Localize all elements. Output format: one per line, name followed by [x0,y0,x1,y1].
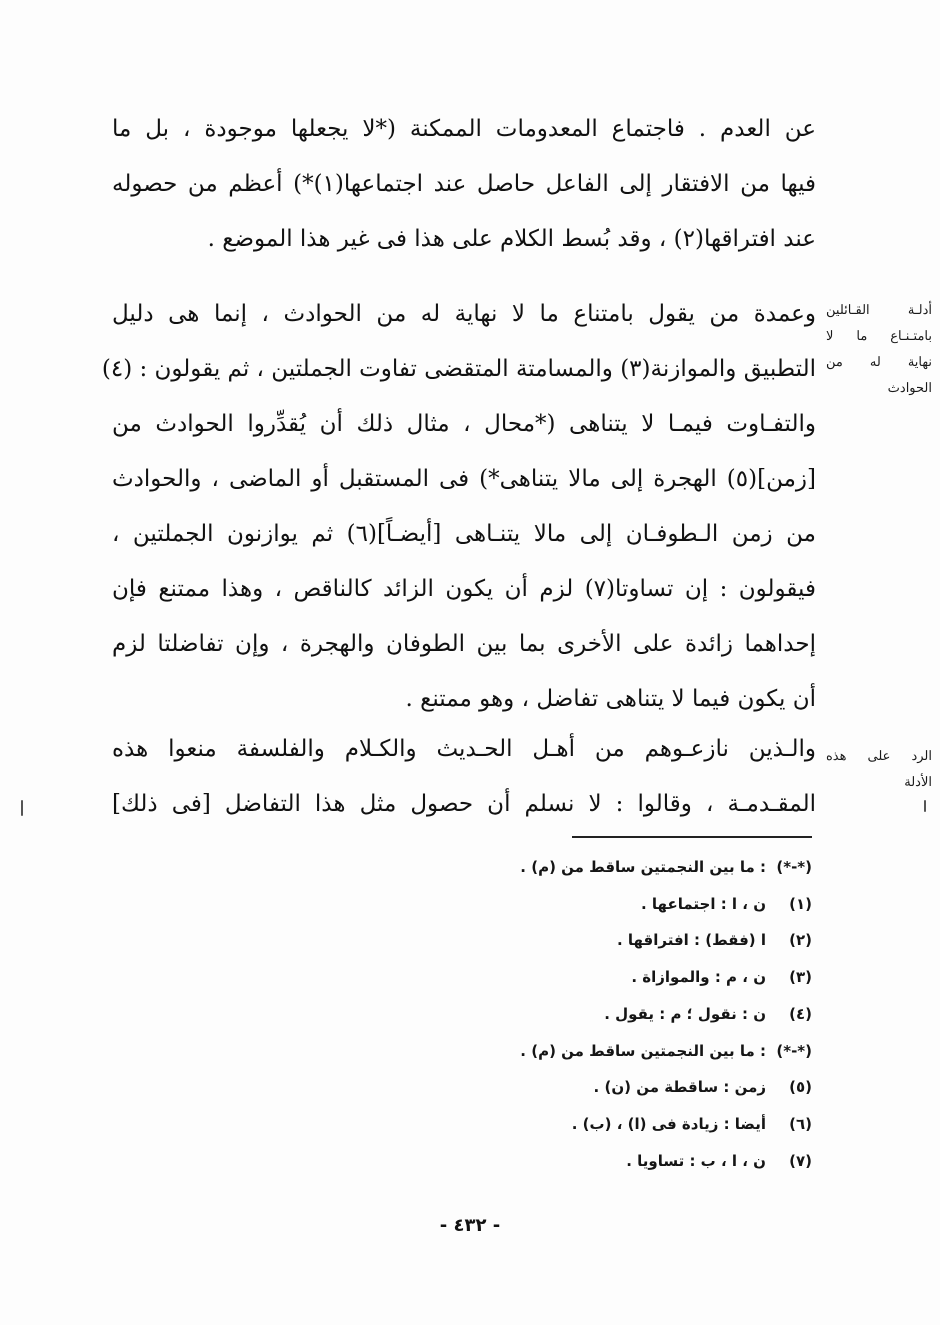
text-line: وعمدة من يقول بامتناع ما لا نهاية له من الحوادث ، إنما هى دليل [112,301,816,327]
text-line: من زمن الـطوفـان إلى مالا يتنـاهى [أيضـاً](٦) ثم يوازنون الجملتين ، [112,521,816,547]
margin-note-line: نهاية له من [826,355,932,370]
text-line: أن يكون فيما لا يتناهى تفاضل ، وهو ممتنع . [405,686,816,712]
body-paragraph [112,102,816,267]
text-line: عند افتراقها(٢) ، وقد بُسط الكلام على هذا فى غير هذا الموضع . [207,226,816,252]
page-number: - ٤٣٢ - [439,1215,501,1236]
footnote-marker: (١) [789,894,812,913]
footnote-marker: (٧) [789,1151,812,1170]
footnote-text: ن ، م : والموازاة . [631,968,766,987]
footnote [420,1143,812,1180]
scan-speck [924,800,926,812]
margin-note [826,298,932,402]
footnote [420,849,812,886]
margin-note [826,744,932,796]
footnote-marker: (*-*) [776,1041,812,1060]
footnote-text: ا (فقط) : افتراقها . [616,931,766,950]
text-line: عن العدم . فاجتماع المعدومات الممكنة (*لا يجعلها موجودة ، بل ما [112,116,816,142]
footnote-text: زمن : ساقطة من (ن) . [593,1078,766,1097]
footnote [420,959,812,996]
text-line: المقـدمـة ، وقالوا : لا نسلم أن حصول مثل هذا التفاضل [فى ذلك] [112,791,816,817]
footnote-marker: (٣) [789,968,812,987]
text-line: والتفـاوت فيمـا لا يتناهى (*محال ، مثال ذلك أن يُقدِّروا الحوادث من [112,411,816,437]
body-paragraph [112,722,816,832]
text-line: فيقولون : إن تساوتا(٧) لزم أن يكون الزائد كالناقص ، وهذا ممتنع فإن [112,576,816,602]
margin-note-line: أدلـة القـائلين [826,303,932,318]
footnote [420,1106,812,1143]
footnote-separator [572,836,812,838]
scan-speck [21,800,23,816]
footnote [420,996,812,1033]
footnote [420,1033,812,1070]
footnote-marker: (٢) [789,931,812,950]
footnotes [420,849,812,1179]
margin-note-line: الحوادث [887,381,932,396]
text-line: التطبيق والموازنة(٣) والمسامتة المتقضى تفاوت الجملتين ، ثم يقولون : (٤) [101,356,816,382]
text-line: فيها من الافتقار إلى الفاعل حاصل عند اجتماعها(١)*) أعظم من حصوله [112,171,816,197]
text-line: والـذين نازعـوهم من أهـل الحـديث والكـلام والفلسفة منعوا هذه [112,736,816,762]
footnote-text: ن ، ا ، ب : تساويا . [626,1151,766,1170]
footnote-marker: (٦) [789,1114,812,1133]
footnote-text: أيضا : زيادة فى (ا) ، (ب) . [571,1114,766,1133]
text-line: [زمن](٥) الهجرة إلى مالا يتناهى*) فى المستقبل أو الماضى ، والحوادث [112,466,816,492]
margin-note-line: الأدلة [904,775,932,790]
footnote [420,886,812,923]
margin-note-line: بامتـنـاع ما لا [826,329,932,344]
footnote [420,1069,812,1106]
text-line: إحداهما زائدة على الأخرى بما بين الطوفان والهجرة ، وإن تفاضلتا لزم [112,631,816,657]
footnote-marker: (*-*) [776,858,812,876]
footnote-text: : ما بين النجمتين ساقط من (م) . [520,1041,766,1060]
footnote [420,922,812,959]
margin-note-line: الرد على هذه [826,749,932,764]
footnote-text: : ما بين النجمتين ساقط من (م) . [520,858,766,876]
footnote-marker: (٥) [789,1078,812,1097]
footnote-marker: (٤) [789,1004,812,1023]
body-paragraph [101,287,816,727]
footnote-text: ن : نقول ؛ م : يقول . [604,1004,766,1023]
footnote-text: ن ، ا : اجتماعها . [641,894,766,913]
